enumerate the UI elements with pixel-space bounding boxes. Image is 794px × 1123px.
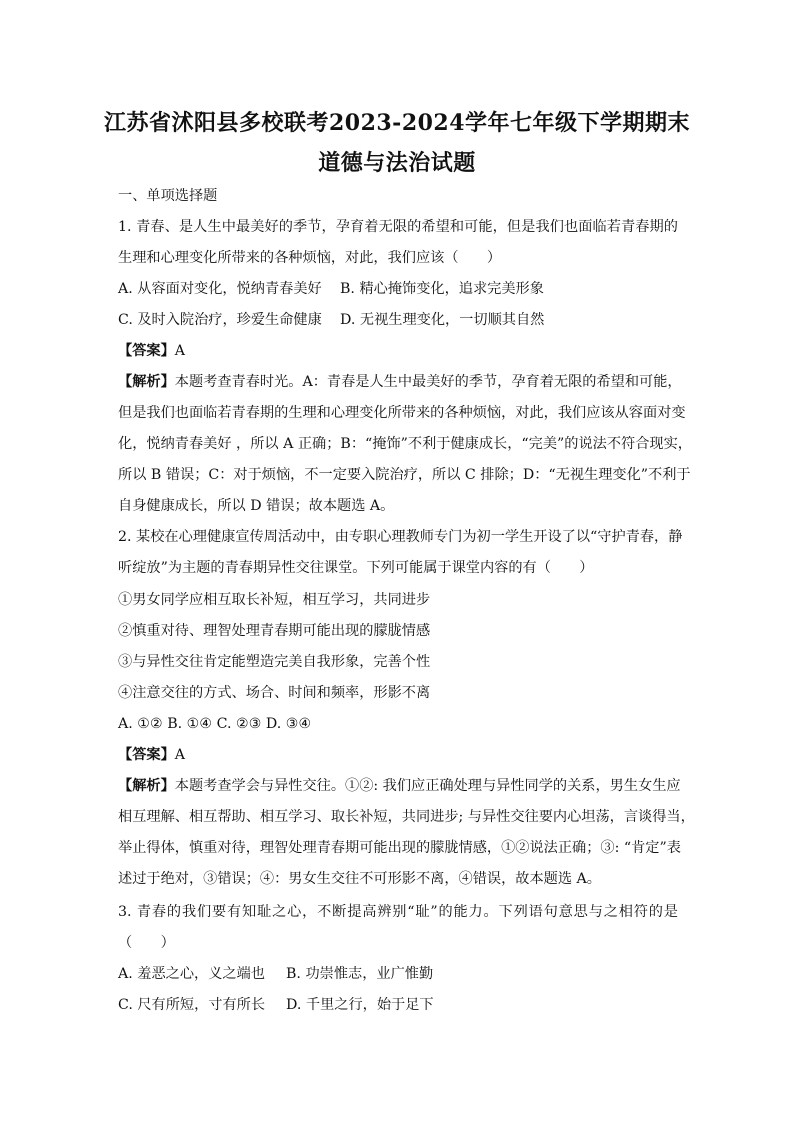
q1-stem-line-1: 1. 青春、是人生中最美好的季节，孕育着无限的希望和可能，但是我们也面临若青春期的 xyxy=(118,219,678,235)
q1-analysis-line-1 xyxy=(118,372,682,392)
q1-options-row-1 xyxy=(118,279,678,299)
section-heading: 一、单项选择题 xyxy=(118,188,218,204)
q2-analysis-line-1 xyxy=(118,776,681,796)
q2-analysis-line-4: 述过于绝对，③错误；④：男女生交往不可形影不离，④错误，故本题选 A。 xyxy=(118,871,601,887)
q1-answer xyxy=(118,341,678,361)
q3-option-a: A. 羞恶之心，义之端也 xyxy=(118,966,265,982)
q3-option-b: B. 功崇惟志，业广惟勤 xyxy=(286,966,434,982)
q2-analysis-line-3: 举止得体，慎重对待，理智处理青春期可能出现的朦胧情感，①②说法正确；③: “肯定”表 xyxy=(118,840,681,856)
q1-analysis-line-5: 自身健康成长，所以 D 错误；故本题选 A。 xyxy=(118,498,395,514)
q2-analysis-text-1: 本题考查学会与异性交往。①②: 我们应正确处理与异性同学的关系，男生女生应 xyxy=(174,778,681,794)
q1-analysis-line-2: 但是我们也面临若青春期的生理和心理变化所带来的各种烦恼，对此，我们应该从容面对变 xyxy=(118,405,686,421)
q2-item-2: ②慎重对待、理智处理青春期可能出现的朦胧情感 xyxy=(118,623,431,639)
q1-option-a: A. 从容面对变化，悦纳青春美好 xyxy=(118,281,322,297)
q1-option-d: D. 无视生理变化，一切顺其自然 xyxy=(340,312,545,328)
q1-stem-line-2: 生理和心理变化所带来的各种烦恼，对此，我们应该（ ） xyxy=(118,250,502,266)
q3-stem-line-1: 3. 青春的我们要有知耻之心，不断提高辨别“耻”的能力。下列语句意思与之相符的是 xyxy=(118,904,678,920)
q2-options: A. ①② B. ①④ C. ②③ D. ③④ xyxy=(118,716,312,732)
q1-answer-value: A xyxy=(174,343,186,359)
q3-options-row-1 xyxy=(118,964,678,984)
q2-item-3: ③与异性交往肯定能塑造完美自我形象，完善个性 xyxy=(118,654,431,670)
q2-item-1: ①男女同学应相互取长补短，相互学习，共同进步 xyxy=(118,592,431,608)
document-title-line-2: 道德与法治试题 xyxy=(318,150,476,176)
q3-stem-line-2: （ ） xyxy=(118,935,175,951)
q2-analysis-tag: 【解析】 xyxy=(118,778,175,794)
document-title-line-1: 江苏省沭阳县多校联考2023-2024学年七年级下学期期末 xyxy=(103,110,691,136)
q1-analysis-tag: 【解析】 xyxy=(118,374,175,390)
q2-answer-tag: 【答案】 xyxy=(118,747,175,763)
q3-option-c: C. 尺有所短，寸有所长 xyxy=(118,997,266,1013)
q3-options-row-2 xyxy=(118,995,678,1015)
q2-answer xyxy=(118,745,678,765)
q2-stem-line-1: 2. 某校在心理健康宣传周活动中，由专职心理教师专门为初一学生开设了以“守护青春，静 xyxy=(118,529,683,545)
q2-item-4: ④注意交往的方式、场合、时间和频率，形影不离 xyxy=(118,685,431,701)
q3-option-d: D. 千里之行，始于足下 xyxy=(286,997,434,1013)
q2-stem-line-2: 听绽放”为主题的青春期异性交往课堂。下列可能属于课堂内容的有（ ） xyxy=(118,560,594,576)
q2-answer-value: A xyxy=(174,747,186,763)
q1-analysis-line-3: 化，悦纳青春美好 ，所以 A 正确；B：“掩饰”不利于健康成长，“完美”的说法不符合现实， xyxy=(118,436,692,452)
q1-answer-tag: 【答案】 xyxy=(118,343,175,359)
q1-option-c: C. 及时入院治疗，珍爱生命健康 xyxy=(118,312,322,328)
q1-options-row-2 xyxy=(118,310,678,330)
q1-analysis-line-4: 所以 B 错误；C：对于烦恼，不一定要入院治疗，所以 C 排除；D：“无视生理变化”不利于 xyxy=(118,467,691,483)
q2-analysis-line-2: 相互理解、相互帮助、相互学习、取长补短，共同进步; 与异性交往要内心坦荡，言谈得当， xyxy=(118,809,695,825)
q1-option-b: B. 精心掩饰变化，追求完美形象 xyxy=(340,281,544,297)
q1-analysis-text-1: 本题考查青春时光。A：青春是人生中最美好的季节，孕育着无限的希望和可能， xyxy=(174,374,682,390)
